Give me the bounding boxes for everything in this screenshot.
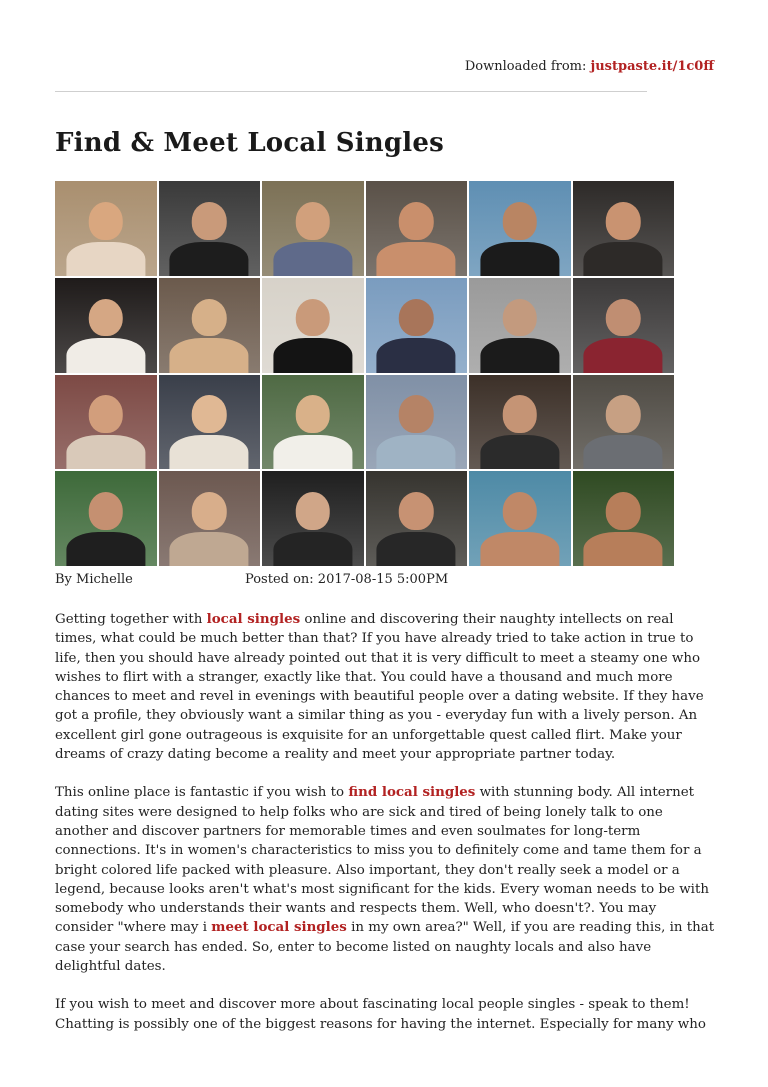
portrait-body-shape (377, 242, 456, 276)
paragraph-text: Getting together with (55, 612, 207, 627)
portrait-face-shape (606, 492, 641, 530)
paragraph-text: in my own area?" Well, if you are reading this, in that case your search has ended. So, enter to become listed on naughty locals and also have delightful dates. (55, 920, 715, 975)
portrait-face-shape (89, 395, 124, 433)
source-link[interactable]: justpaste.it/1c0ff (590, 59, 714, 74)
portrait-body-shape (66, 338, 145, 372)
keyword-link-local-singles[interactable]: local singles (206, 611, 301, 627)
portrait-face-shape (503, 299, 538, 337)
profile-photo (573, 375, 675, 470)
paragraph-text: If you wish to meet and discover more about fascinating local people singles - speak to them! Chatting is possibly one of the biggest reasons for having the internet. Especially for many who (55, 997, 706, 1032)
portrait-face-shape (503, 395, 538, 433)
page-title: Find & Meet Local Singles (55, 128, 444, 158)
portrait-face-shape (503, 202, 538, 240)
profile-photo (469, 375, 571, 470)
portrait-body-shape (480, 532, 559, 566)
source-prefix: Downloaded from: (464, 59, 587, 74)
portrait-body-shape (377, 435, 456, 469)
portrait-face-shape (89, 492, 124, 530)
keyword-link-find-local-singles[interactable]: find local singles (348, 784, 476, 801)
portrait-body-shape (170, 532, 249, 566)
portrait-face-shape (399, 202, 434, 240)
portrait-face-shape (606, 395, 641, 433)
singles-photo-collage (55, 181, 674, 566)
portrait-body-shape (584, 435, 663, 469)
portrait-body-shape (170, 435, 249, 469)
portrait-body-shape (584, 242, 663, 276)
post-meta (55, 572, 449, 587)
profile-photo (573, 278, 675, 373)
profile-photo (159, 375, 261, 470)
paragraph (55, 610, 715, 764)
portrait-body-shape (273, 435, 352, 469)
profile-photo (469, 278, 571, 373)
keyword-link-meet-local-singles[interactable]: meet local singles (211, 919, 347, 936)
portrait-face-shape (296, 492, 331, 530)
profile-photo (366, 471, 468, 566)
paragraph (55, 783, 715, 976)
profile-photo (262, 181, 364, 276)
portrait-body-shape (273, 532, 352, 566)
profile-photo (469, 181, 571, 276)
article-body (55, 610, 715, 1053)
header-divider (55, 91, 647, 92)
portrait-face-shape (503, 492, 538, 530)
profile-photo (159, 278, 261, 373)
post-author: By Michelle (55, 572, 133, 587)
profile-photo (366, 181, 468, 276)
portrait-body-shape (584, 532, 663, 566)
profile-photo (366, 278, 468, 373)
profile-photo (366, 375, 468, 470)
portrait-face-shape (192, 299, 227, 337)
portrait-face-shape (296, 202, 331, 240)
portrait-face-shape (399, 299, 434, 337)
source-line (465, 59, 714, 74)
portrait-body-shape (377, 338, 456, 372)
portrait-face-shape (296, 395, 331, 433)
portrait-face-shape (89, 202, 124, 240)
portrait-face-shape (192, 395, 227, 433)
paragraph-text: online and discovering their naughty intellects on real times, what could be much better than that? If you have already tried to take action in true to life, then you should have already pointed out that it is very difficult to meet a steamy one who wishes to flirt with a stranger, exactly like that. You could have a thousand and much more chances to meet and revel in evenings with beautiful people over a dating website. If they have got a profile, they obviously want a similar thing as you - everyday fun with a lively person. An excellent girl gone outrageous is exquisite for an unforgettable quest called flirt. Make your dreams of crazy dating become a reality and meet your appropriate partner today. (55, 612, 704, 763)
portrait-body-shape (480, 338, 559, 372)
post-date: Posted on: 2017-08-15 5:00PM (245, 572, 449, 587)
profile-photo (262, 471, 364, 566)
paragraph-text: This online place is fantastic if you wish to (55, 785, 349, 801)
portrait-face-shape (192, 202, 227, 240)
portrait-body-shape (273, 338, 352, 372)
portrait-face-shape (192, 492, 227, 530)
portrait-face-shape (606, 299, 641, 337)
profile-photo (55, 278, 157, 373)
profile-photo (573, 471, 675, 566)
paragraph (55, 995, 715, 1034)
profile-photo (573, 181, 675, 276)
profile-photo (262, 278, 364, 373)
portrait-body-shape (66, 532, 145, 566)
profile-photo (469, 471, 571, 566)
portrait-body-shape (377, 532, 456, 566)
portrait-body-shape (170, 338, 249, 372)
portrait-face-shape (399, 492, 434, 530)
profile-photo (262, 375, 364, 470)
portrait-body-shape (480, 435, 559, 469)
portrait-body-shape (584, 338, 663, 372)
portrait-body-shape (170, 242, 249, 276)
profile-photo (55, 375, 157, 470)
portrait-face-shape (399, 395, 434, 433)
paragraph-text: with stunning body. All internet dating sites were designed to help folks who are sick and tired of being lonely talk to one another and discover partners for memorable times and even soulmates for long-term connections. It's in women's characteristics to miss you to definitely come and tame them for a bright colored life packed with pleasure. Also important, they don't really seek a model or a legend, because looks aren't what's most significant for the kids. Every woman needs to be with somebody who understands their wants and respects them. Well, who doesn't?. You may consider "where may i (55, 785, 709, 936)
portrait-body-shape (66, 435, 145, 469)
profile-photo (159, 181, 261, 276)
profile-photo (55, 471, 157, 566)
portrait-body-shape (480, 242, 559, 276)
profile-photo (55, 181, 157, 276)
portrait-face-shape (89, 299, 124, 337)
portrait-body-shape (66, 242, 145, 276)
profile-photo (159, 471, 261, 566)
portrait-body-shape (273, 242, 352, 276)
portrait-face-shape (606, 202, 641, 240)
portrait-face-shape (296, 299, 331, 337)
